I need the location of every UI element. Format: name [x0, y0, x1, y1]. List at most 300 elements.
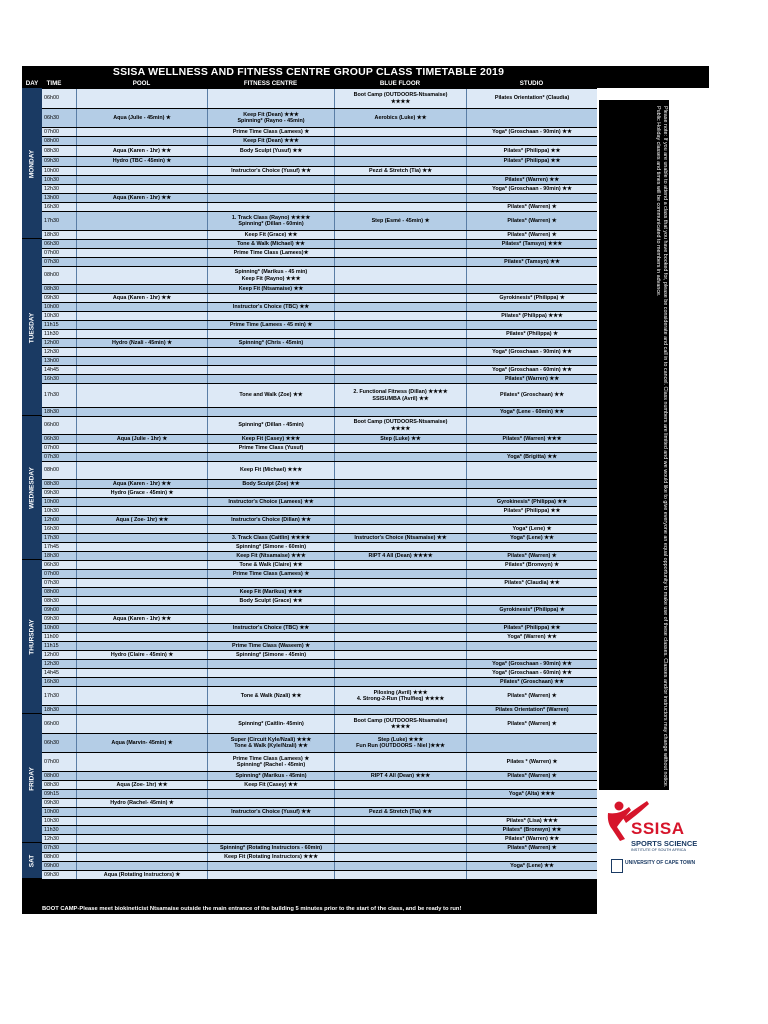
day-name: MONDAY: [28, 149, 36, 178]
pool-class-cell: Aqua ( Zoe- 1hr) ★★: [76, 516, 207, 524]
fit-class-cell: Spinning* (Dillan - 45min): [207, 417, 334, 434]
studio-class-cell: Pilates* (Warren) ★: [466, 231, 597, 239]
timetable-row: [42, 659, 597, 668]
studio-class-cell: Pilates* (Warren) ★: [466, 203, 597, 211]
fit-class-cell: Instructor's Choice (Lamees) ★★: [207, 498, 334, 506]
blue-class-cell: [334, 258, 466, 266]
timetable-row: [42, 284, 597, 293]
studio-class-cell: Yoga* (Lene) ★★: [466, 534, 597, 542]
studio-class-cell: Pilates* (Lisa) ★★★: [466, 817, 597, 825]
studio-class-cell: [466, 597, 597, 605]
studio-class-cell: Pilates* (Tamsyn) ★★: [466, 258, 597, 266]
studio-class-cell: Pilates* (Warren) ★: [466, 552, 597, 560]
blue-class-cell: [334, 543, 466, 551]
timetable-row: [42, 843, 597, 852]
pool-class-cell: [76, 330, 207, 338]
blue-class-cell: [334, 489, 466, 497]
fit-class-cell: Keep Fit (Rotating Instructors) ★★★: [207, 853, 334, 861]
blue-class-cell: [334, 588, 466, 596]
timetable-row: [42, 497, 597, 506]
timetable-row: [42, 88, 597, 108]
time-cell: 12h30: [44, 348, 59, 355]
studio-class-cell: Pilates* (Warren) ★: [466, 772, 597, 780]
pool-class-cell: [76, 624, 207, 632]
time-cell: 08h00: [44, 467, 59, 474]
pool-class-cell: [76, 375, 207, 383]
timetable-row: [42, 329, 597, 338]
time-cell: 07h30: [44, 453, 59, 460]
timetable-row: [42, 239, 597, 248]
time-cell: 06h00: [44, 95, 59, 102]
fit-class-cell: [207, 258, 334, 266]
pool-class-cell: [76, 128, 207, 136]
pool-class-cell: Hydro (TBC - 45min) ★: [76, 157, 207, 166]
blue-class-cell: [334, 194, 466, 202]
fit-class-cell: [207, 507, 334, 515]
pool-class-cell: [76, 660, 207, 668]
time-cell: 12h30: [44, 185, 59, 192]
blue-class-cell: [334, 137, 466, 145]
pool-class-cell: Hydro (Rachel- 45min) ★: [76, 799, 207, 807]
timetable-row: [42, 407, 597, 416]
studio-class-cell: [466, 615, 597, 623]
page-title: SSISA WELLNESS AND FITNESS CENTRE GROUP CLASS TIMETABLE 2019: [112, 66, 505, 78]
pool-class-cell: [76, 862, 207, 870]
studio-class-cell: [466, 249, 597, 257]
pool-class-cell: [76, 444, 207, 452]
studio-class-cell: Pilates* (Warren) ★★: [466, 375, 597, 383]
studio-class-cell: Pilates* (Claudia) ★★: [466, 579, 597, 587]
fit-class-cell: Spinning* (Simone - 45min): [207, 651, 334, 659]
time-cell: 10h00: [44, 303, 59, 310]
pool-class-cell: [76, 642, 207, 650]
blue-class-cell: Boot Camp (OUTDOORS-Ntsamaise) ★★★★: [334, 89, 466, 108]
time-cell: 06h30: [44, 114, 59, 121]
blue-class-cell: [334, 231, 466, 239]
timetable-row: [42, 127, 597, 136]
blue-class-cell: [334, 570, 466, 578]
blue-class-cell: [334, 669, 466, 677]
day-name: THURSDAY: [28, 619, 36, 655]
pool-class-cell: [76, 570, 207, 578]
time-cell: 11h00: [44, 633, 59, 640]
pool-class-cell: [76, 137, 207, 145]
blue-class-cell: [334, 408, 466, 416]
timetable-row: [42, 211, 597, 230]
notes-text: [628, 106, 690, 796]
blue-class-cell: 2. Functional Fitness (Dillan) ★★★★ SSISUMBA (Avril) ★★: [334, 384, 466, 407]
studio-class-cell: Pilates* (Warren) ★: [466, 687, 597, 705]
timetable-row: [42, 578, 597, 587]
timetable-row: [42, 542, 597, 551]
fit-class-cell: [207, 357, 334, 365]
studio-class-cell: Pilates* (Warren) ★★: [466, 176, 597, 184]
blue-class-cell: RIPT 4 All (Dean) ★★★: [334, 772, 466, 780]
fit-class-cell: [207, 194, 334, 202]
studio-class-cell: [466, 462, 597, 479]
logo-line2: INSTITUTE OF SOUTH AFRICA: [631, 848, 687, 852]
pool-class-cell: [76, 462, 207, 479]
pool-class-cell: [76, 687, 207, 705]
time-cell: 17h30: [44, 392, 59, 399]
timetable-row: [42, 560, 597, 569]
time-cell: 08h00: [44, 853, 59, 860]
timetable-row: [42, 807, 597, 816]
fit-class-cell: [207, 790, 334, 798]
blue-class-cell: [334, 294, 466, 302]
pool-class-cell: [76, 588, 207, 596]
fit-class-cell: [207, 579, 334, 587]
time-cell: 18h30: [44, 408, 59, 415]
blue-class-cell: [334, 480, 466, 488]
timetable-row: [42, 108, 597, 127]
timetable-row: [42, 605, 597, 614]
timetable-row: [42, 834, 597, 843]
fit-class-cell: Keep Fit (Dean) ★★★: [207, 137, 334, 145]
fit-class-cell: Instructor's Choice (Yusuf) ★★: [207, 808, 334, 816]
time-cell: 10h00: [44, 624, 59, 631]
timetable-row: [42, 136, 597, 145]
pool-class-cell: [76, 808, 207, 816]
blue-class-cell: [334, 660, 466, 668]
timetable-row: [42, 248, 597, 257]
studio-class-cell: Yoga* (Warren) ★★: [466, 633, 597, 641]
note-cancel: Please note: If you are unable to attend a class that you have booked for, please be considerate and call in to cancel. Class numbers are limited and we would like to give everyone an equal opportunity to make use of these classes. Classes and/or instructors may change without notice. Public Holiday classes and times will be communicated to members in advance.: [655, 106, 669, 788]
logo-line1: SPORTS SCIENCE: [631, 839, 698, 848]
studio-class-cell: [466, 285, 597, 293]
time-cell: 10h30: [44, 176, 59, 183]
blue-class-cell: [334, 706, 466, 714]
fit-class-cell: Body Sculpt (Zoe) ★★: [207, 480, 334, 488]
studio-class-cell: Pilates* (Warren) ★: [466, 844, 597, 852]
timetable-row: [42, 515, 597, 524]
pool-class-cell: [76, 185, 207, 193]
fit-class-cell: [207, 633, 334, 641]
fit-class-cell: Tone & Walk (Claire) ★★: [207, 561, 334, 569]
fit-class-cell: Spinning* (Rotating Instructors - 60min): [207, 844, 334, 852]
timetable-row: [42, 861, 597, 870]
pool-class-cell: [76, 561, 207, 569]
studio-class-cell: [466, 339, 597, 347]
timetable-row: [42, 870, 597, 879]
pool-class-cell: Aqua (Julie - 45min) ★: [76, 109, 207, 127]
fit-class-cell: Body Sculpt (Grace) ★★: [207, 597, 334, 605]
pool-class-cell: [76, 817, 207, 825]
studio-class-cell: [466, 267, 597, 284]
timetable-row: [42, 145, 597, 156]
blue-class-cell: [334, 330, 466, 338]
blue-class-cell: [334, 157, 466, 166]
pool-class-cell: Aqua (Karen - 1hr) ★★: [76, 146, 207, 156]
blue-class-cell: [334, 366, 466, 374]
blue-class-cell: Boot Camp (OUTDOORS-Ntsamaise) ★★★★: [334, 417, 466, 434]
blue-class-cell: [334, 561, 466, 569]
pool-class-cell: [76, 790, 207, 798]
studio-class-cell: [466, 642, 597, 650]
blue-class-cell: [334, 678, 466, 686]
blue-class-cell: [334, 339, 466, 347]
pool-class-cell: [76, 534, 207, 542]
blue-class-cell: [334, 871, 466, 879]
fit-class-cell: [207, 606, 334, 614]
fit-class-cell: Prime Time Class (Lamees)★: [207, 249, 334, 257]
timetable-row: [42, 320, 597, 329]
fit-class-cell: 1. Track Class (Rayno) ★★★★ Spinning* (Dillan - 60min): [207, 212, 334, 230]
studio-class-cell: Yoga* (Groschaan - 90min) ★★: [466, 185, 597, 193]
timetable-row: [42, 365, 597, 374]
fit-class-cell: [207, 826, 334, 834]
studio-class-cell: Pilates* (Warren) ★: [466, 212, 597, 230]
timetable-row: [42, 798, 597, 807]
fit-class-cell: Keep Fit (Grace) ★★: [207, 231, 334, 239]
blue-class-cell: [334, 781, 466, 789]
blue-class-cell: [334, 862, 466, 870]
pool-class-cell: [76, 633, 207, 641]
pool-class-cell: [76, 212, 207, 230]
day-label: [22, 416, 42, 560]
timetable-row: [42, 257, 597, 266]
blue-class-cell: Step (Esmé - 45min) ★: [334, 212, 466, 230]
timetable-row: [42, 230, 597, 239]
time-cell: 08h00: [44, 272, 59, 279]
pool-class-cell: [76, 543, 207, 551]
header-blue-floor: BLUE FLOOR: [379, 80, 421, 87]
fit-class-cell: [207, 835, 334, 843]
pool-class-cell: [76, 552, 207, 560]
time-cell: 06h00: [44, 422, 59, 429]
timetable-row: [42, 551, 597, 560]
blue-class-cell: Aerobics (Luke) ★★: [334, 109, 466, 127]
pool-class-cell: [76, 167, 207, 175]
studio-class-cell: [466, 588, 597, 596]
studio-class-cell: [466, 570, 597, 578]
timetable-row: [42, 374, 597, 383]
studio-class-cell: Pilates* (Groschaan) ★★: [466, 384, 597, 407]
time-cell: 07h00: [44, 128, 59, 135]
time-cell: 11h30: [44, 826, 59, 833]
fit-class-cell: [207, 176, 334, 184]
time-cell: 14h45: [44, 366, 59, 373]
fit-class-cell: 3. Track Class (Caitlin) ★★★★: [207, 534, 334, 542]
pool-class-cell: [76, 231, 207, 239]
pool-class-cell: Aqua (Marvin- 45min) ★: [76, 734, 207, 752]
timetable-row: [42, 488, 597, 497]
blue-class-cell: [334, 303, 466, 311]
timetable-row: [42, 533, 597, 542]
fit-class-cell: Prime Time (Lamees - 45 min) ★: [207, 321, 334, 329]
timetable-row: [42, 416, 597, 434]
pool-class-cell: [76, 258, 207, 266]
timetable-row: [42, 686, 597, 705]
fit-class-cell: [207, 453, 334, 461]
time-cell: 06h00: [44, 720, 59, 727]
studio-class-cell: Yoga* (Groschaan - 90min) ★★: [466, 128, 597, 136]
logo-uct: UNIVERSITY OF CAPE TOWN: [625, 860, 696, 866]
studio-class-cell: Gyrokinesis* (Philippa) ★: [466, 606, 597, 614]
timetable-row: [42, 293, 597, 302]
studio-class-cell: Yoga* (Lene) ★: [466, 525, 597, 533]
studio-class-cell: [466, 734, 597, 752]
time-cell: 09h00: [44, 606, 59, 613]
studio-class-cell: Pilates* (Philippa) ★★: [466, 157, 597, 166]
pool-class-cell: [76, 579, 207, 587]
blue-class-cell: Boot Camp (OUTDOORS-Ntsamaise) ★★★★: [334, 715, 466, 733]
blue-class-cell: [334, 597, 466, 605]
time-cell: 18h30: [44, 706, 59, 713]
pool-class-cell: [76, 408, 207, 416]
pool-class-cell: [76, 678, 207, 686]
time-cell: 10h00: [44, 808, 59, 815]
time-cell: 10h30: [44, 507, 59, 514]
time-cell: 17h30: [44, 534, 59, 541]
time-cell: 09h30: [44, 294, 59, 301]
blue-class-cell: [334, 498, 466, 506]
studio-class-cell: [466, 489, 597, 497]
studio-class-cell: [466, 781, 597, 789]
updated-date: Updated 03/01/2019: [641, 895, 689, 901]
fit-class-cell: [207, 678, 334, 686]
fit-class-cell: Keep Fit (Casey) ★★★: [207, 435, 334, 443]
blue-class-cell: [334, 844, 466, 852]
timetable-row: [42, 184, 597, 193]
blue-class-cell: [334, 453, 466, 461]
pool-class-cell: [76, 285, 207, 293]
fit-class-cell: [207, 294, 334, 302]
day-label: [22, 560, 42, 714]
studio-class-cell: [466, 853, 597, 861]
timetable-row: [42, 524, 597, 533]
fit-class-cell: Keep Fit (Casey) ★★: [207, 781, 334, 789]
pool-class-cell: Aqua (Karen - 1hr) ★★: [76, 615, 207, 623]
blue-class-cell: [334, 249, 466, 257]
timetable-row: [42, 356, 597, 365]
time-cell: 08h30: [44, 781, 59, 788]
studio-class-cell: Yoga* (Groschaan - 60min) ★★: [466, 366, 597, 374]
pool-class-cell: [76, 715, 207, 733]
time-cell: 13h00: [44, 357, 59, 364]
logo-name: SSISA: [631, 819, 685, 838]
pool-class-cell: [76, 267, 207, 284]
blue-class-cell: Pezzi & Stretch (Tia) ★★: [334, 808, 466, 816]
day-name: TUESDAY: [28, 312, 36, 343]
pool-class-cell: [76, 669, 207, 677]
fit-class-cell: Tone & Walk (Michael) ★★: [207, 240, 334, 248]
timetable-row: [42, 705, 597, 714]
fit-class-cell: [207, 408, 334, 416]
pool-class-cell: [76, 507, 207, 515]
fit-class-cell: [207, 871, 334, 879]
studio-class-cell: Pilates* (Bronwyn) ★: [466, 561, 597, 569]
time-cell: 10h30: [44, 312, 59, 319]
blue-class-cell: [334, 128, 466, 136]
pool-class-cell: Aqua (Karen - 1hr) ★★: [76, 480, 207, 488]
studio-class-cell: [466, 321, 597, 329]
fit-class-cell: Super (Circuit Kyle/Nzali) ★★★ Tone & Walk (Kyle/Nzali) ★★: [207, 734, 334, 752]
studio-class-cell: Yoga* (Lene) ★★: [466, 862, 597, 870]
timetable-row: [42, 443, 597, 452]
timetable-row: [42, 677, 597, 686]
studio-class-cell: [466, 303, 597, 311]
fit-class-cell: [207, 489, 334, 497]
day-label: [22, 239, 42, 416]
blue-class-cell: [334, 285, 466, 293]
timetable-row: [42, 202, 597, 211]
studio-class-cell: [466, 194, 597, 202]
fit-class-cell: Prime Time Class (Lamees) ★: [207, 570, 334, 578]
uct-crest-icon: [611, 859, 623, 873]
timetable-row: [42, 771, 597, 780]
pool-class-cell: [76, 176, 207, 184]
studio-class-cell: Pilates* (Philippa) ★★★: [466, 312, 597, 320]
fit-class-cell: Prime Time Class (Lamees) ★: [207, 128, 334, 136]
header-pool: POOL: [132, 80, 151, 87]
timetable-row: [42, 156, 597, 166]
pool-class-cell: [76, 597, 207, 605]
fit-class-cell: [207, 330, 334, 338]
time-cell: 08h30: [44, 285, 59, 292]
time-cell: 13h00: [44, 194, 59, 201]
time-cell: 07h30: [44, 844, 59, 851]
timetable-row: [42, 569, 597, 578]
header-studio: STUDIO: [519, 80, 544, 87]
blue-class-cell: [334, 444, 466, 452]
time-cell: 07h00: [44, 249, 59, 256]
time-cell: 17h30: [44, 217, 59, 224]
timetable-row: [42, 434, 597, 443]
studio-class-cell: [466, 799, 597, 807]
note-prime-time: PRIME TIME: Caters only for members who have had any form of heart related condition or disease. Members are put through their paces in a controlled environment, using heart rate monitors and specifically designed programmes.: [684, 106, 690, 660]
blue-class-cell: [334, 817, 466, 825]
studio-class-cell: Yoga* (Groschaan - 60min) ★★: [466, 669, 597, 677]
blue-class-cell: Step (Luke) ★★: [334, 435, 466, 443]
blue-class-cell: [334, 633, 466, 641]
studio-class-cell: [466, 109, 597, 127]
time-cell: 06h30: [44, 435, 59, 442]
time-cell: 10h30: [44, 817, 59, 824]
time-cell: 12h30: [44, 835, 59, 842]
blue-class-cell: [334, 507, 466, 515]
timetable-row: [42, 641, 597, 650]
timetable-row: [42, 266, 597, 284]
studio-class-cell: Pilates * (Warren) ★: [466, 753, 597, 771]
blue-class-cell: [334, 651, 466, 659]
time-cell: 09h00: [44, 862, 59, 869]
pool-class-cell: [76, 249, 207, 257]
fit-class-cell: Spinning* (Marikus - 45 min) Keep Fit (Rayno) ★★★: [207, 267, 334, 284]
pool-class-cell: [76, 844, 207, 852]
pool-class-cell: [76, 357, 207, 365]
fit-class-cell: [207, 185, 334, 193]
timetable-row: [42, 347, 597, 356]
fit-class-cell: Tone & Walk (Nzali) ★★: [207, 687, 334, 705]
timetable-row: [42, 714, 597, 733]
timetable-row: [42, 632, 597, 641]
fit-class-cell: [207, 817, 334, 825]
time-cell: 07h00: [44, 570, 59, 577]
blue-class-cell: [334, 525, 466, 533]
studio-class-cell: [466, 444, 597, 452]
header-day: DAY: [25, 80, 39, 87]
pool-class-cell: Aqua (Rotating Instructors) ★: [76, 871, 207, 879]
blue-class-cell: [334, 826, 466, 834]
timetable-row: [42, 383, 597, 407]
time-cell: 09h30: [44, 871, 59, 878]
blue-class-cell: [334, 790, 466, 798]
fit-class-cell: Prime Time Class (Yusuf): [207, 444, 334, 452]
studio-class-cell: Yoga* (Groschaan - 90min) ★★: [466, 348, 597, 356]
header-fitness: FITNESS CENTRE: [243, 80, 298, 87]
blue-class-cell: [334, 176, 466, 184]
